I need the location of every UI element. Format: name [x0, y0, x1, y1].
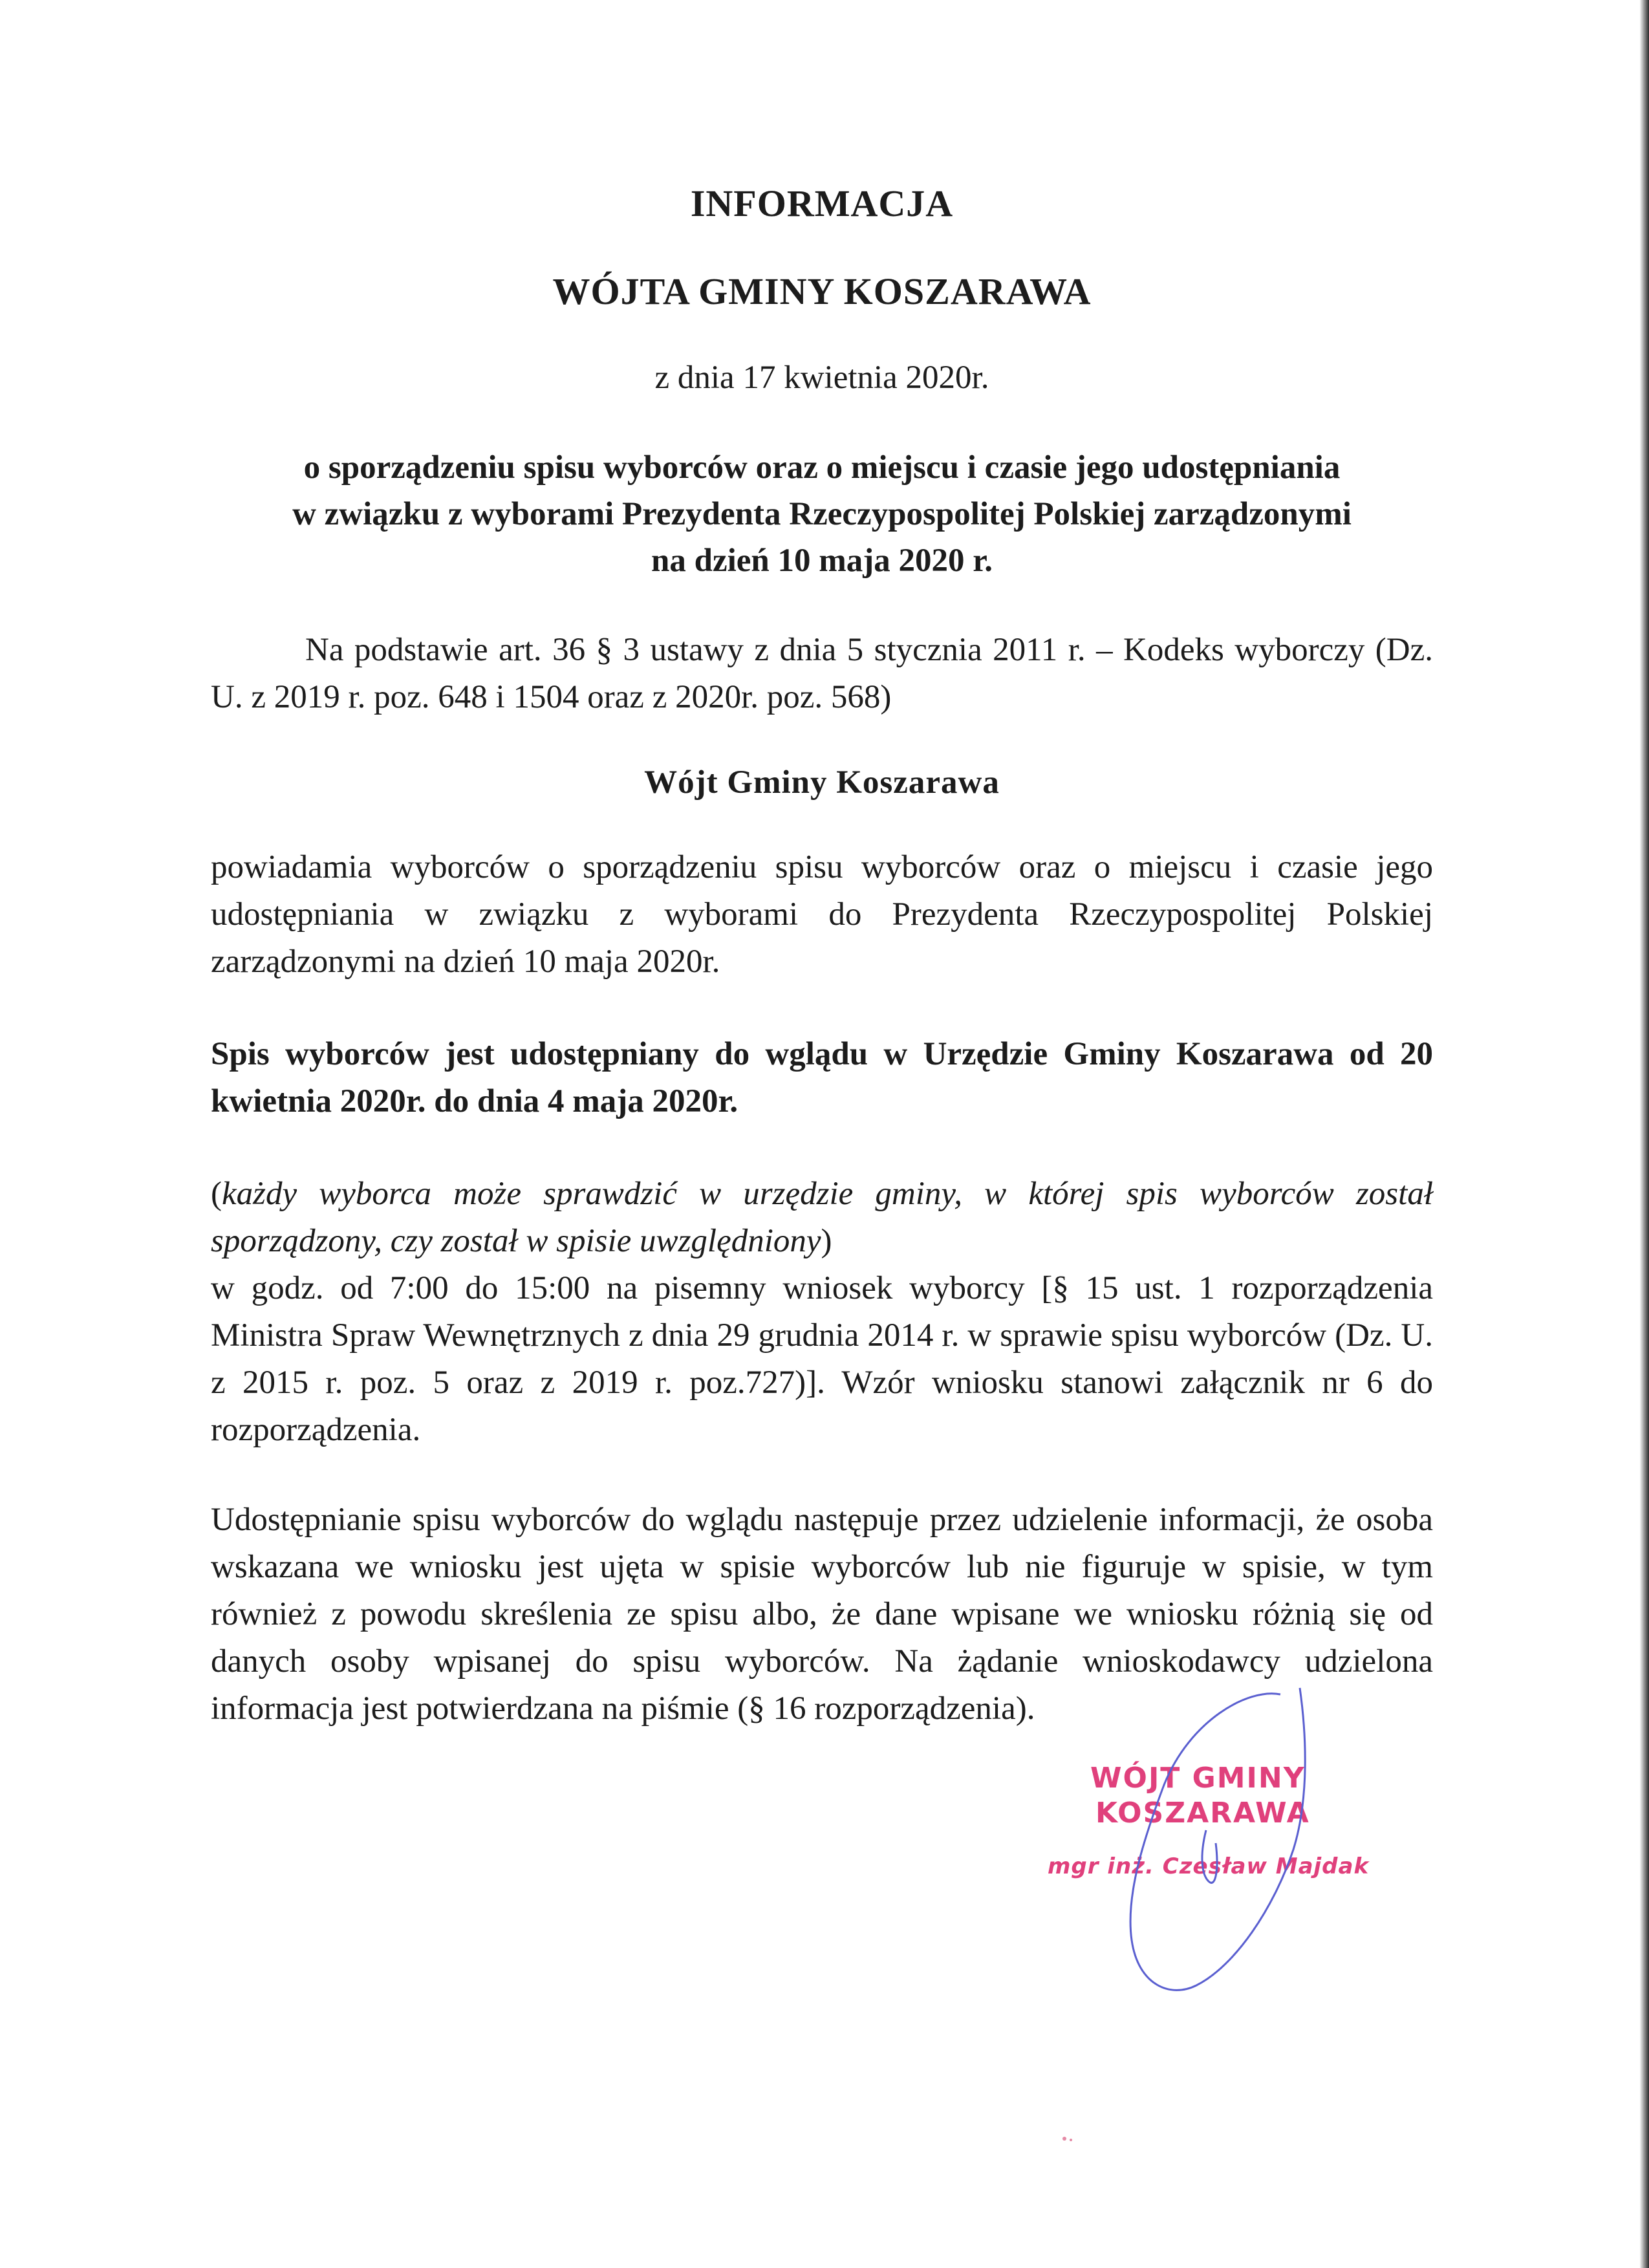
signature-stroke-inner — [1202, 1830, 1217, 1883]
note-paragraph — [211, 1171, 1433, 1265]
handwritten-signature — [1086, 1681, 1319, 2005]
stamp-line-title: WÓJT GMINY — [1090, 1762, 1306, 1795]
stamp-line-municipality: KOSZARAWA — [1095, 1797, 1310, 1830]
scan-speck — [1061, 2134, 1076, 2143]
subject-line-3: na dzień 10 maja 2020 r. — [651, 543, 993, 579]
document-date: z dnia 17 kwietnia 2020r. — [654, 360, 989, 396]
signature-stroke — [1130, 1688, 1305, 1990]
availability-paragraph: Spis wyborców jest udostępniany do wglądu w Urzędzie Gminy Koszarawa od 20 kwietnia 2020r. do dnia 4 maja 2020r. — [211, 1036, 1433, 1120]
scan-edge-shadow — [1640, 0, 1649, 2268]
subject-line-1: o sporządzeniu spisu wyborców oraz o miejscu i czasie jego udostępniania — [303, 449, 1341, 486]
document-page — [211, 181, 1433, 1733]
authority-heading: Wójt Gminy Koszarawa — [644, 764, 1000, 801]
document-title: INFORMACJA — [690, 182, 954, 224]
stamp-line-name: mgr inż. Czesław Majdak — [1048, 1853, 1370, 1879]
subject-line-2: w związku z wyborami Prezydenta Rzeczypospolitej Polskiej zarządzonymi — [292, 496, 1352, 533]
document-subject — [211, 444, 1433, 584]
note-close-paren: ) — [821, 1223, 832, 1260]
access-info-paragraph: Udostępnianie spisu wyborców do wglądu następuje przez udzielenie informacji, że osoba wskazana we wniosku jest ujęta w spisie wyborców lub nie figuruje w spisie, w tym również z powodu skreślenia ze spisu albo, że dane wpisane we wniosku różnią się od danych osoby wpisanej do spisu wyborców. Na żądanie wnioskodawcy udzielona informacja jest potwierdzana na piśmie (§ 16 rozporządzenia). — [211, 1502, 1433, 1727]
notification-paragraph: powiadamia wyborców o sporządzeniu spisu wyborców oraz o miejscu i czasie jego udostępniania w związku z wyborami do Prezydenta Rzeczypospolitej Polskiej zarządzonymi na dzień 10 maja 2020r. — [211, 849, 1433, 980]
note-italic-text: każdy wyborca może sprawdzić w urzędzie gminy, w której spis wyborców został sporządzony, czy został w spisie uwzględniony — [211, 1176, 1433, 1260]
note-open-paren: ( — [211, 1176, 222, 1213]
hours-paragraph: w godz. od 7:00 do 15:00 na pisemny wniosek wyborcy [§ 15 ust. 1 rozporządzenia Ministra Spraw Wewnętrznych z dnia 29 grudnia 2014 r. w sprawie spisu wyborców (Dz. U. z 2015 r. poz. 5 oraz z 2019 r. poz.727)]. Wzór wniosku stanowi załącznik nr 6 do rozporządzenia. — [211, 1270, 1433, 1449]
legal-basis-paragraph: Na podstawie art. 36 § 3 ustawy z dnia 5 stycznia 2011 r. – Kodeks wyborczy (Dz. U. z 2019 r. poz. 648 i 1504 oraz z 2020r. poz. 568) — [211, 632, 1433, 716]
document-issuer: WÓJTA GMINY KOSZARAWA — [552, 270, 1092, 312]
